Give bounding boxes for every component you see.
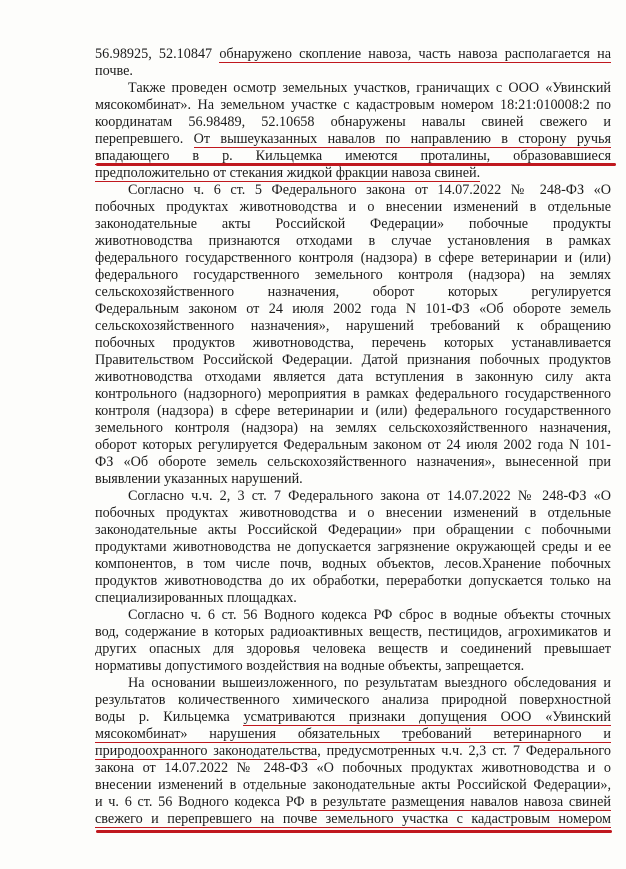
highlighted-text: От вышеуказанных навалов по направлению в сторону ручья	[194, 131, 611, 148]
text-line: побочных продуктах животноводства и о внесении изменений в отдельные	[95, 199, 611, 215]
highlighted-text: обнаружено скопление навоза, часть навоза располагается на	[219, 46, 611, 63]
text-line	[95, 165, 611, 182]
text-line: На основании вышеизложенного, по результатам выездного обследования и	[128, 675, 611, 691]
text-line: контрольного (надзорного) мероприятия в рамках федерального государственного	[95, 386, 611, 402]
text-line: 56.98925, 52.10847 обнаружено скопление навоза, часть навоза располагается на	[95, 46, 611, 63]
red-underline-mark	[96, 830, 612, 833]
text-line: контроля (надзора) в сфере ветеринарии и (или) федерального государственного	[95, 403, 611, 419]
text-line: мясокомбинат». На земельном участке с кадастровым номером 18:21:010008:2 по	[95, 97, 611, 113]
text-line: почве.	[95, 63, 133, 79]
text-line	[95, 811, 611, 828]
red-underline-mark	[96, 163, 616, 166]
highlighted-text: свежего и перепревшего на почве земельного участка с кадастровым номером	[95, 811, 611, 828]
text-line: федерального государственного земельного контроля (надзора) на землях	[95, 267, 611, 283]
text-line: выявлении указанных нарушений.	[95, 471, 303, 487]
text-line: продуктами животноводства не допускается загрязнение окружающей среды и ее	[95, 539, 611, 555]
text-line: закона от 14.07.2022 № 248-ФЗ «О побочных продуктах животноводства и о	[95, 760, 611, 776]
text-line: воды р. Кильцемка усматриваются признаки допущения ООО «Увинский	[95, 709, 611, 726]
text-line: Согласно ч. 6 ст. 56 Водного кодекса РФ сброс в водные объекты сточных	[128, 607, 611, 623]
text-line: нормативы допустимого воздействия на водные объекты, запрещается.	[95, 658, 525, 674]
highlighted-text: усматриваются признаки допущения ООО «Увинский	[243, 709, 611, 726]
highlighted-text: природоохранного законодательства	[95, 743, 317, 760]
text-line: животноводства отходами является дата вступления в законную силу акта	[95, 369, 611, 385]
text-line: компонентов, в том числе почв, водных объектов, лесов.Хранение побочных	[95, 556, 611, 572]
text-line: животноводства признаются отходами в случае установления в рамках	[95, 233, 611, 249]
text-line: и ч. 6 ст. 56 Водного кодекса РФ в результате размещения навалов навоза свиней	[95, 794, 611, 811]
text-line: вод, содержание в которых радиоактивных веществ, пестицидов, агрохимикатов и	[95, 624, 611, 640]
text-line: федерального государственного контроля (надзора) в сфере ветеринарии и (или)	[95, 250, 611, 266]
text-line: Также проведен осмотр земельных участков, граничащих с ООО «Увинский	[128, 80, 611, 96]
text-line: сельскохозяйственного назначения, оборот которых регулируется	[95, 284, 611, 300]
text-line: продуктов животноводства до их обработки, переработки допускается только на	[95, 573, 611, 589]
text-line: координатам 56.98489, 52.10658 обнаружены навалы свиней свежего и	[95, 114, 611, 130]
text-line: оборот которых регулируется Федеральным законом от 24 июля 2002 года N 101-	[95, 437, 611, 453]
text-line: результатов количественного химического анализа природной поверхностной	[95, 692, 611, 708]
text-line: Согласно ч.ч. 2, 3 ст. 7 Федерального закона от 14.07.2022 № 248-ФЗ «О	[128, 488, 611, 504]
text-line: внесении изменений в отдельные законодательные акты Российской Федерации»,	[95, 777, 611, 793]
text-line: побочных продуктов животноводства, перечень которых устанавливается	[95, 335, 611, 351]
text-line: Согласно ч. 6 ст. 5 Федерального закона от 14.07.2022 № 248-ФЗ «О	[128, 182, 611, 198]
text-line: природоохранного законодательства, предусмотренных ч.ч. 2,3 ст. 7 Федерального	[95, 743, 611, 760]
text-line: сельскохозяйственного назначения», нарушений требований к обращению	[95, 318, 611, 334]
text-line: Федеральным законом от 24 июля 2002 года N 101-ФЗ «Об обороте земель	[95, 301, 611, 317]
highlighted-text: предположительно от стекания жидкой фракции навоза свиней.	[95, 165, 480, 182]
text-line	[95, 726, 611, 743]
highlighted-text: в результате размещения навалов навоза свиней	[310, 794, 611, 811]
highlighted-text: впадающего в р. Кильцемка имеются проталины, образовавшиеся	[95, 148, 611, 165]
text-line: законодательные акты Российской Федерации» побочные продукты	[95, 216, 611, 232]
text-line: законодательные акты Российской Федерации» при обращении с побочными	[95, 522, 611, 538]
text-line: других опасных для здоровья человека веществ и соединений превышает	[95, 641, 611, 657]
text-line: ФЗ «Об обороте земель сельскохозяйственного назначения», вынесенной при	[95, 454, 611, 470]
text-line: специализированных площадках.	[95, 590, 297, 606]
text-line: побочных продуктах животноводства и о внесении изменений в отдельные	[95, 505, 611, 521]
highlighted-text: мясокомбинат» нарушения обязательных требований ветеринарного и	[95, 726, 611, 743]
text-line: Правительством Российской Федерации. Датой признания побочных продуктов	[95, 352, 611, 368]
text-line: перепревшего. От вышеуказанных навалов по направлению в сторону ручья	[95, 131, 611, 148]
text-line: земельного контроля (надзора) на землях сельскохозяйственного назначения,	[95, 420, 611, 436]
